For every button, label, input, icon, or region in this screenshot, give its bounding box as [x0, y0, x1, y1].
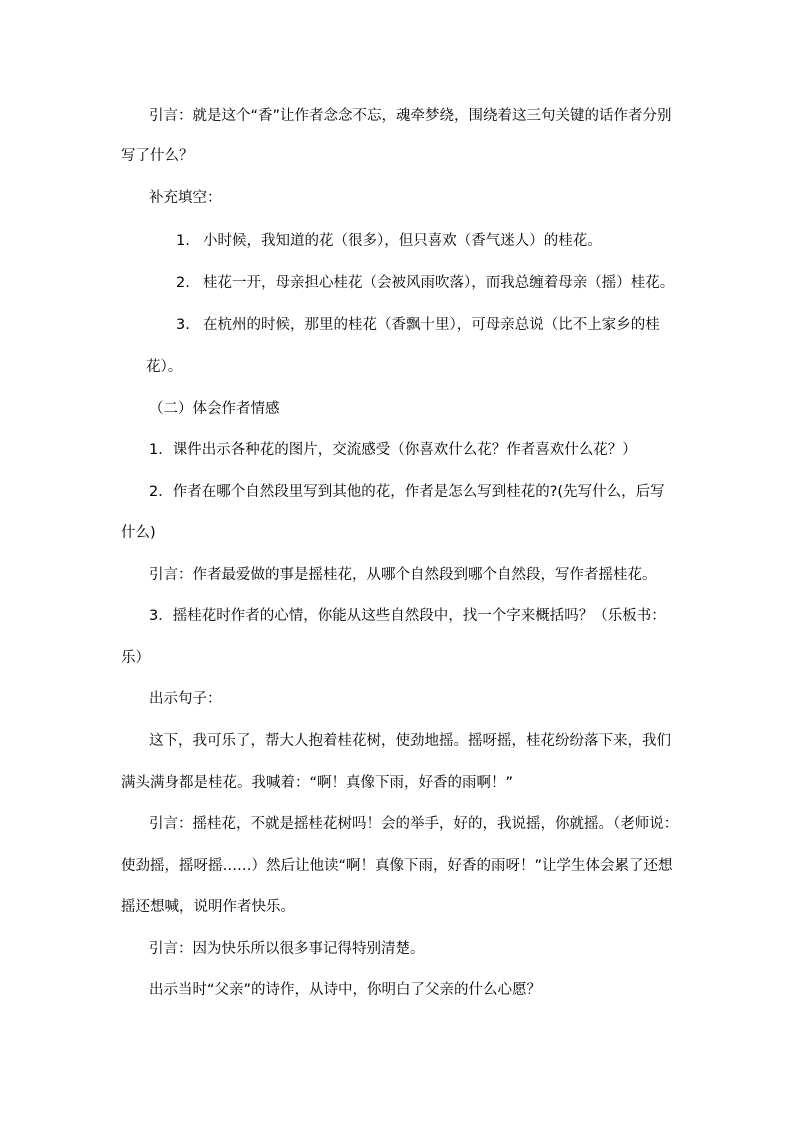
paragraph-intro-1-cont: 写了什么？: [121, 148, 194, 164]
list-item-3-cont: 花）。: [146, 359, 183, 375]
list-item-2-number: 2.: [176, 275, 190, 291]
list-item-1: [176, 231, 602, 251]
list-item-3: [176, 315, 660, 335]
quoted-passage: 这下，我可乐了，帮大人抱着桂花树，使劲地摇。摇呀摇，桂花纷纷落下来，我们: [149, 733, 671, 749]
list-item-1-text: 小时候，我知道的花（很多），但只喜欢（香气迷人）的桂花。: [203, 233, 602, 249]
list-item-2: [176, 273, 674, 293]
paragraph-step-1: 1．课件出示各种花的图片，交流感受（你喜欢什么花？作者喜欢什么花？）: [149, 442, 637, 458]
paragraph-father-poem: 出示当时“父亲”的诗作，从诗中，你明白了父亲的什么心愿？: [149, 982, 542, 998]
fill-blank-heading: 补充填空：: [149, 190, 222, 206]
paragraph-intro-3-cont-1: 使劲摇，摇呀摇……）然后让他读“啊！真像下雨，好香的雨呀！”让学生体会累了还想: [121, 858, 673, 874]
show-sentence-heading: 出示句子：: [149, 691, 222, 707]
list-item-2-text: 桂花一开，母亲担心桂花（会被风雨吹落），而我总缠着母亲（摇）桂花。: [203, 275, 675, 291]
paragraph-step-2: 2．作者在哪个自然段里写到其他的花，作者是怎么写到桂花的?(先写什么，后写: [149, 484, 665, 500]
paragraph-step-3-cont: 乐）: [121, 650, 150, 666]
list-item-1-number: 1.: [176, 233, 190, 249]
quoted-passage-cont: 满头满身都是桂花。我喊着：“啊！真像下雨，好香的雨啊！”: [121, 775, 514, 791]
paragraph-step-3: 3．摇桂花时作者的心情，你能从这些自然段中，找一个字来概括吗？（乐板书：: [149, 608, 666, 624]
section-heading-2: （二）体会作者情感: [149, 401, 280, 417]
paragraph-intro-2: 引言：作者最爱做的事是摇桂花，从哪个自然段到哪个自然段，写作者摇桂花。: [149, 567, 657, 583]
paragraph-step-2-cont: 什么): [121, 525, 156, 541]
list-item-3-text: 在杭州的时候，那里的桂花（香飘十里），可母亲总说（比不上家乡的桂: [203, 317, 660, 333]
list-item-3-number: 3.: [176, 317, 190, 333]
paragraph-intro-3: 引言：摇桂花，不就是摇桂花树吗！会的举手，好的，我说摇，你就摇。（老师说：: [149, 816, 679, 832]
paragraph-intro-3-cont-2: 摇还想喊，说明作者快乐。: [121, 899, 295, 915]
paragraph-intro-1: 引言：就是这个“香”让作者念念不忘，魂牵梦绕，围绕着这三句关键的话作者分别: [149, 108, 672, 124]
paragraph-intro-4: 引言：因为快乐所以很多事记得特别清楚。: [149, 941, 425, 957]
